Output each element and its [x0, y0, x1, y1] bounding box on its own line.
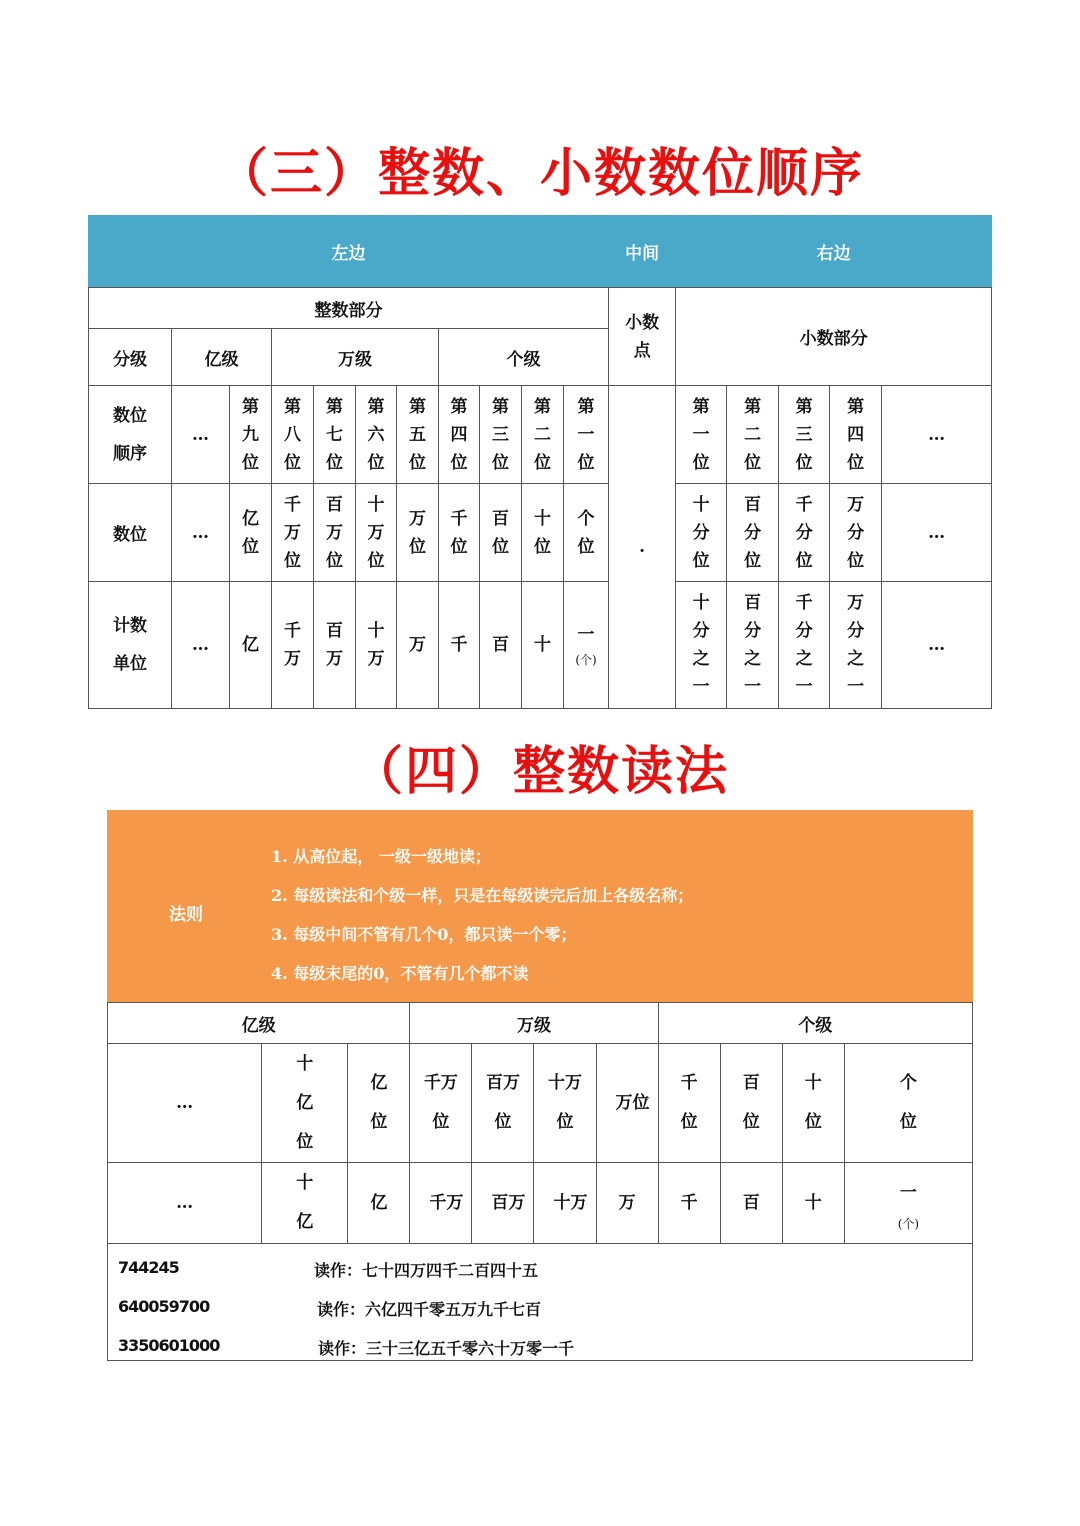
rules-label: 法则	[169, 905, 203, 925]
order-ellipsis-right: …	[882, 386, 992, 484]
header-left: 左边	[89, 215, 609, 288]
unit-dec-cell	[676, 582, 727, 709]
reading-unit-text: 十万	[553, 1192, 588, 1213]
digit-int-text: 千万位	[284, 494, 301, 571]
digit-int-cell	[230, 484, 272, 582]
reading-digit-cell	[410, 1044, 472, 1163]
reading-digit-text: 百位	[742, 1073, 760, 1132]
unit-int-cell	[522, 582, 564, 709]
reading-digit-cell	[534, 1044, 596, 1163]
order-dec-cell	[676, 386, 727, 484]
digit-dec-text: 千分位	[795, 494, 813, 571]
unit-int-cell	[230, 582, 272, 709]
reading-digit-cell	[262, 1044, 348, 1163]
level-ge: 个级	[439, 329, 609, 386]
level-label: 分级	[89, 329, 172, 386]
digit-int-cell	[356, 484, 397, 582]
digit-dec-cell	[830, 484, 882, 582]
digit-int-cell	[564, 484, 609, 582]
digit-int-text: 十位	[534, 508, 551, 557]
order-dec-text: 第一位	[692, 396, 710, 473]
unit-ellipsis-right: …	[882, 582, 992, 709]
unit-int-text: 万	[409, 635, 426, 655]
order-int-cell	[272, 386, 314, 484]
reading-unit-cell	[262, 1163, 348, 1244]
order-int-text: 第五位	[409, 396, 426, 473]
reading-digit-cell	[844, 1044, 972, 1163]
reading-unit-cell	[410, 1163, 472, 1244]
digit-dec-text: 万分位	[847, 494, 865, 571]
unit-dec-text: 百分之一	[744, 593, 762, 697]
unit-dec-cell	[727, 582, 779, 709]
digit-int-text: 亿位	[242, 508, 259, 557]
reading-unit-ge-note: (个)	[897, 1216, 920, 1231]
reading-unit-cell	[720, 1163, 782, 1244]
order-dec-text: 第四位	[847, 396, 865, 473]
unit-dec-text: 万分之一	[847, 593, 865, 697]
order-int-cell	[564, 386, 609, 484]
order-int-cell	[397, 386, 439, 484]
order-int-text: 第六位	[367, 396, 385, 473]
rule-4: 4. 每级末尾的0，不管有几个都不读	[271, 964, 529, 983]
order-label: 数位顺序	[89, 386, 172, 484]
reading-unit-text: 千万	[429, 1192, 464, 1213]
digit-dec-text: 百分位	[744, 494, 762, 571]
unit-int-text: 千万	[284, 621, 301, 669]
order-dec-cell	[779, 386, 830, 484]
reading-unit-text: 亿	[370, 1192, 388, 1213]
unit-int-text: 千	[450, 635, 468, 655]
order-int-text: 第三位	[492, 396, 509, 473]
rule-2: 2. 每级读法和个级一样，只是在每级读完后加上各级名称；	[271, 886, 694, 905]
unit-int-cell	[439, 582, 480, 709]
unit-dec-text: 十分之一	[692, 593, 710, 697]
decimal-point-label: 小数点	[609, 288, 676, 386]
example-number-2: 640059700	[118, 1297, 210, 1316]
unit-label: 计数单位	[89, 582, 172, 709]
reading-digit-text: 千位	[680, 1073, 698, 1132]
order-dec-cell	[830, 386, 882, 484]
example-reading-2: 读作：六亿四千零五万九千七百	[317, 1300, 542, 1319]
reading-digit-ellipsis: …	[108, 1044, 262, 1163]
reading-digit-cell	[472, 1044, 534, 1163]
digit-ellipsis-left: …	[172, 484, 230, 582]
order-int-text: 第一位	[577, 396, 595, 473]
unit-dec-cell	[830, 582, 882, 709]
order-int-cell	[439, 386, 480, 484]
digit-int-cell	[272, 484, 314, 582]
order-int-cell	[356, 386, 397, 484]
reading-unit-cell	[348, 1163, 410, 1244]
reading-unit-text: 百	[742, 1192, 760, 1213]
unit-int-text: 一	[577, 625, 595, 645]
order-dec-text: 第三位	[795, 396, 813, 473]
digit-dec-cell	[779, 484, 830, 582]
reading-digit-text: 万位	[615, 1092, 650, 1113]
unit-int-text: 十	[534, 635, 551, 655]
unit-int-cell	[397, 582, 439, 709]
order-int-cell	[314, 386, 356, 484]
digit-int-cell	[480, 484, 522, 582]
rules-box	[107, 810, 973, 1002]
rule-3: 3. 每级中间不管有几个0，都只读一个零；	[271, 925, 577, 944]
reading-digit-text: 十万位	[548, 1073, 583, 1132]
unit-dec-cell	[779, 582, 830, 709]
examples-box	[107, 1244, 973, 1361]
reading-digit-cell	[720, 1044, 782, 1163]
order-ellipsis-left: …	[172, 386, 230, 484]
digit-int-text: 万位	[409, 508, 426, 557]
example-number-3: 3350601000	[118, 1336, 220, 1355]
unit-int-cell	[314, 582, 356, 709]
digit-ellipsis-right: …	[882, 484, 992, 582]
level-wan: 万级	[272, 329, 439, 386]
reading-unit-cell	[534, 1163, 596, 1244]
digit-label: 数位	[89, 484, 172, 582]
section4-title: （四）整数读法	[350, 742, 729, 802]
digit-int-text: 十万位	[367, 494, 385, 571]
reading-table	[107, 1002, 973, 1244]
digit-dec-cell	[727, 484, 779, 582]
reading-unit-text: 万	[618, 1192, 636, 1213]
digit-int-cell	[397, 484, 439, 582]
section3-title: （三）整数、小数数位顺序	[215, 144, 864, 204]
example-reading-3: 读作：三十三亿五千零六十万零一千	[318, 1339, 575, 1358]
reading-unit-cell	[658, 1163, 720, 1244]
header-middle: 中间	[609, 215, 676, 288]
reading-unit-text: 百万	[491, 1192, 526, 1213]
unit-int-text: 十万	[367, 621, 385, 669]
digit-int-text: 个位	[577, 508, 595, 557]
unit-int-text: 百万	[326, 621, 343, 669]
level-yi: 亿级	[172, 329, 272, 386]
order-int-text: 第九位	[242, 396, 259, 473]
place-value-order-table	[88, 215, 992, 709]
reading-unit-ellipsis: …	[108, 1163, 262, 1244]
digit-int-cell	[314, 484, 356, 582]
decimal-part-label: 小数部分	[676, 288, 992, 386]
unit-int-cell	[480, 582, 522, 709]
reading-unit-text: 一	[899, 1182, 917, 1203]
unit-int-cell	[356, 582, 397, 709]
digit-int-text: 百位	[492, 508, 509, 557]
order-int-text: 第八位	[284, 396, 301, 473]
digit-dec-text: 十分位	[692, 494, 710, 571]
digit-int-cell	[522, 484, 564, 582]
example-number-1: 744245	[118, 1258, 179, 1277]
integer-part-label: 整数部分	[89, 288, 609, 329]
reading-unit-text: 千	[680, 1192, 698, 1213]
reading-level-wan: 万级	[410, 1003, 658, 1044]
order-int-text: 第四位	[450, 396, 468, 473]
reading-digit-cell	[782, 1044, 844, 1163]
order-int-text: 第二位	[534, 396, 551, 473]
reading-digit-text: 亿位	[370, 1073, 388, 1132]
unit-ellipsis-left: …	[172, 582, 230, 709]
unit-int-cell	[272, 582, 314, 709]
digit-int-text: 千位	[450, 508, 468, 557]
order-int-text: 第七位	[326, 396, 343, 473]
reading-digit-text: 十位	[804, 1073, 822, 1132]
rule-1: 1. 从高位起， 一级一级地读；	[271, 847, 491, 866]
reading-unit-text: 十亿	[296, 1173, 314, 1232]
unit-int-text: 百	[492, 635, 509, 655]
reading-unit-cell	[844, 1163, 972, 1244]
unit-int-cell	[564, 582, 609, 709]
order-int-cell	[480, 386, 522, 484]
digit-dec-cell	[676, 484, 727, 582]
order-int-cell	[522, 386, 564, 484]
decimal-point-cell: .	[609, 386, 676, 709]
reading-unit-cell	[472, 1163, 534, 1244]
reading-unit-cell	[782, 1163, 844, 1244]
header-right: 右边	[676, 215, 992, 288]
order-dec-text: 第二位	[744, 396, 762, 473]
reading-digit-text: 百万位	[485, 1073, 520, 1132]
unit-int-text: 亿	[242, 635, 259, 655]
digit-int-text: 百万位	[326, 494, 343, 571]
reading-digit-cell	[348, 1044, 410, 1163]
example-reading-1: 读作：七十四万四千二百四十五	[314, 1261, 539, 1280]
reading-digit-cell	[596, 1044, 658, 1163]
unit-dec-text: 千分之一	[795, 593, 813, 697]
digit-int-cell	[439, 484, 480, 582]
reading-unit-text: 十	[804, 1192, 822, 1213]
reading-level-ge: 个级	[658, 1003, 972, 1044]
unit-ge-note: (个)	[575, 653, 597, 667]
reading-digit-text: 个位	[899, 1073, 917, 1132]
reading-digit-text: 千万位	[423, 1073, 458, 1132]
order-dec-cell	[727, 386, 779, 484]
reading-digit-text: 十亿位	[296, 1053, 314, 1152]
order-int-cell	[230, 386, 272, 484]
reading-level-yi: 亿级	[108, 1003, 410, 1044]
